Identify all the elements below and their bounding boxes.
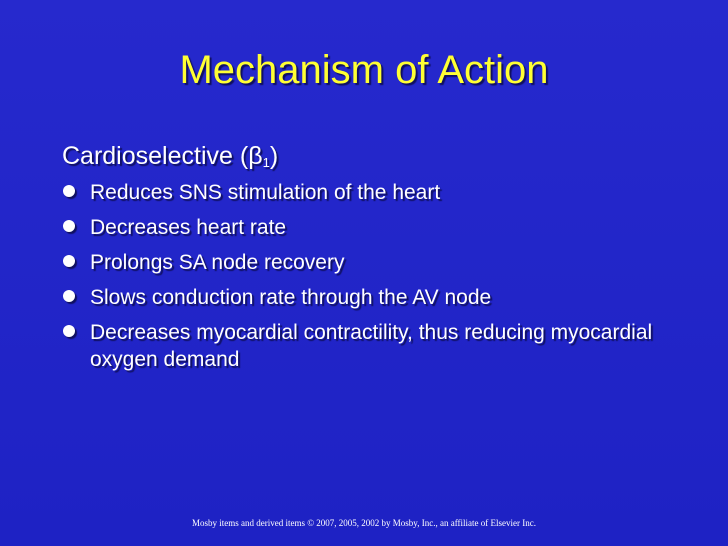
slide-title: Mechanism of Action [179,48,549,92]
beta-symbol: β [248,142,263,170]
bullet-text: Reduces SNS stimulation of the heart [90,181,441,204]
bullet-item [62,319,682,373]
bullet-item [62,214,682,241]
bullet-dot-icon [63,290,75,302]
bullet-text: Decreases myocardial contractility, thus reducing myocardial oxygen demand [90,321,653,371]
bullet-list [62,179,682,381]
bullet-dot-icon [63,325,75,337]
bullet-dot-icon [63,185,75,197]
subheading-prefix: Cardioselective ( [62,142,249,170]
bullet-dot-icon [63,220,75,232]
bullet-item [62,249,682,276]
subheading [62,136,278,183]
subheading-suffix: ) [269,142,279,170]
bullet-text: Prolongs SA node recovery [90,251,345,274]
bullet-text: Slows conduction rate through the AV node [90,286,492,309]
bullet-item [62,179,682,206]
bullet-text: Decreases heart rate [90,216,287,239]
copyright-footer: Mosby items and derived items © 2007, 2005, 2002 by Mosby, Inc., an affiliate of Elsevier Inc. [191,518,537,528]
bullet-dot-icon [63,255,75,267]
bullet-item [62,284,682,311]
beta-subscript: 1 [262,155,270,170]
